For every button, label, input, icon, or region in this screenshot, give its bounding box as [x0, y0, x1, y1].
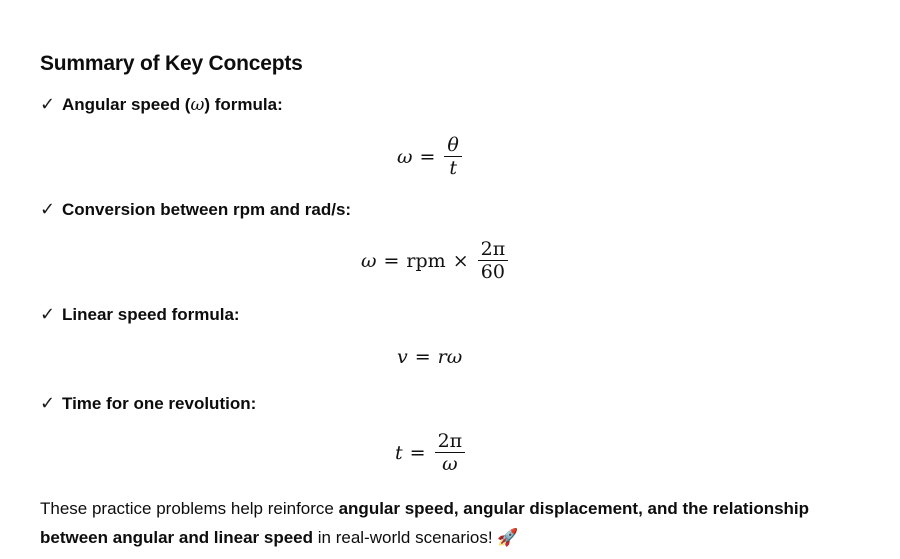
omega-symbol: ω [190, 94, 205, 115]
concept-item-angular-speed [40, 94, 283, 115]
formula-conversion: ω = rpm × $\frac{2\pi}{60}$ [361, 238, 508, 283]
concept-item-revolution-time [40, 393, 256, 414]
check-mark-icon: ✓ [40, 393, 56, 413]
section-heading: Summary of Key Concepts [40, 52, 303, 75]
closing-paragraph: These practice problems help reinforce angular speed, angular displacement, and the relationship between angular and linear speed in real-world scenarios! 🚀 [40, 499, 810, 547]
document-page [40, 0, 860, 559]
concept-label: Time for one revolution: [62, 393, 257, 413]
formula-angular-speed: ω = $\frac{\theta}{t}$ [397, 134, 462, 179]
fraction: $\frac{\theta}{t}$ [444, 134, 461, 179]
formula-revolution-time: t = $\frac{2\pi}{\omega}$ [395, 430, 465, 475]
key-terms: angular speed, angular displacement, and the relationship between angular and linear speed [40, 499, 810, 547]
check-mark-icon: ✓ [40, 94, 56, 114]
check-mark-icon: ✓ [40, 199, 56, 219]
concept-item-conversion [40, 199, 351, 220]
fraction: $\frac{2\pi}{\omega}$ [435, 430, 466, 475]
concept-item-linear-speed [40, 304, 240, 325]
fraction: $\frac{2\pi}{60}$ [478, 238, 509, 283]
formula-linear-speed: v = rω [397, 346, 463, 368]
rocket-icon: 🚀 [497, 528, 519, 547]
concept-label: Linear speed formula: [62, 304, 240, 324]
concept-label: Angular speed (ω) formula: [62, 94, 283, 115]
concept-label: Conversion between rpm and rad/s: [62, 199, 352, 219]
check-mark-icon: ✓ [40, 304, 56, 324]
